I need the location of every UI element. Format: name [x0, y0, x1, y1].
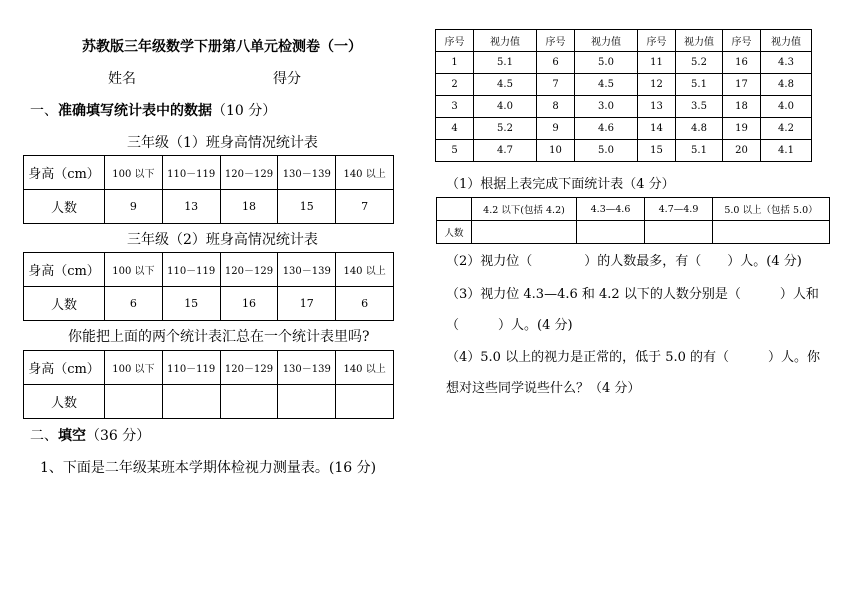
answer-cell[interactable]	[713, 221, 830, 244]
combined-height-table	[23, 350, 394, 419]
index-cell: 1	[436, 52, 474, 74]
index-cell: 10	[537, 140, 575, 162]
answer-cell[interactable]	[162, 385, 220, 419]
value-cell: 4.8	[676, 118, 723, 140]
value-cell: 4.0	[474, 96, 537, 118]
section1-title: 准确填写统计表中的数据	[58, 103, 212, 119]
header-cell	[437, 198, 472, 221]
table-header-row	[24, 351, 394, 385]
index-cell: 3	[436, 96, 474, 118]
sub-question-4-line1: （4）5.0 以上的视力是正常的，低于 5.0 的有（ ）人。你	[446, 350, 821, 365]
header-cell: 4.7—4.9	[645, 198, 713, 221]
sub-question-1: （1）根据上表完成下面统计表（4 分）	[446, 177, 675, 192]
index-cell: 8	[537, 96, 575, 118]
sub-question-3-line1: （3）视力位 4.3—4.6 和 4.2 以下的人数分别是（ ）人和	[446, 287, 819, 302]
value-cell: 9	[105, 190, 163, 224]
index-cell: 15	[638, 140, 676, 162]
header-cell: 100 以下	[105, 156, 163, 190]
header-cell: 序号	[537, 30, 575, 52]
name-label: 姓名	[108, 71, 136, 87]
header-cell: 4.2 以下(包括 4.2)	[472, 198, 577, 221]
header-cell: 140 以上	[336, 253, 394, 287]
value-cell: 4.5	[575, 74, 638, 96]
answer-cell[interactable]	[220, 385, 278, 419]
vision-count-table	[436, 197, 830, 244]
header-cell: 视力值	[676, 30, 723, 52]
value-cell: 13	[162, 190, 220, 224]
table1-caption: 三年级（1）班身高情况统计表	[127, 135, 318, 151]
header-cell: 视力值	[575, 30, 638, 52]
index-cell: 6	[537, 52, 575, 74]
header-cell: 视力值	[474, 30, 537, 52]
table-row	[24, 385, 394, 419]
value-cell: 16	[220, 287, 278, 321]
header-cell: 100 以下	[105, 351, 163, 385]
value-cell: 17	[278, 287, 336, 321]
header-cell: 身高（cm）	[24, 253, 105, 287]
header-cell: 120－129	[220, 253, 278, 287]
index-cell: 9	[537, 118, 575, 140]
value-cell: 5.2	[474, 118, 537, 140]
answer-cell[interactable]	[577, 221, 645, 244]
value-cell: 4.0	[761, 96, 812, 118]
table-header-row	[437, 198, 830, 221]
value-cell: 4.2	[761, 118, 812, 140]
value-cell: 4.7	[474, 140, 537, 162]
value-cell: 15	[162, 287, 220, 321]
section2-prefix: 二、	[30, 428, 58, 444]
section2-points: （36 分）	[86, 428, 151, 444]
header-cell: 130－139	[278, 156, 336, 190]
header-cell: 120－129	[220, 351, 278, 385]
row-label: 人数	[24, 385, 105, 419]
answer-cell[interactable]	[645, 221, 713, 244]
table-row	[436, 118, 812, 140]
value-cell: 3.0	[575, 96, 638, 118]
header-cell: 序号	[436, 30, 474, 52]
section2-heading	[30, 425, 150, 445]
value-cell: 4.3	[761, 52, 812, 74]
table-row	[437, 221, 830, 244]
page-title: 苏教版三年级数学下册第八单元检测卷（一）	[82, 39, 362, 55]
header-cell: 130－139	[278, 351, 336, 385]
sub-question-3-line2: （ ）人。(4 分)	[446, 318, 573, 333]
answer-cell[interactable]	[336, 385, 394, 419]
header-cell: 120－129	[220, 156, 278, 190]
table-header-row	[24, 156, 394, 190]
value-cell: 5.1	[676, 140, 723, 162]
index-cell: 5	[436, 140, 474, 162]
section1-heading	[30, 100, 276, 120]
sub-question-4-line2: 想对这些同学说些什么？（4 分）	[446, 381, 641, 396]
header-cell: 身高（cm）	[24, 156, 105, 190]
index-cell: 20	[723, 140, 761, 162]
table-row	[436, 96, 812, 118]
value-cell: 5.0	[575, 140, 638, 162]
index-cell: 4	[436, 118, 474, 140]
header-cell: 4.3—4.6	[577, 198, 645, 221]
header-cell: 100 以下	[105, 253, 163, 287]
height-table-class1	[23, 155, 394, 224]
index-cell: 18	[723, 96, 761, 118]
value-cell: 6	[336, 287, 394, 321]
value-cell: 4.1	[761, 140, 812, 162]
height-table-class2	[23, 252, 394, 321]
section1-prefix: 一、	[30, 103, 58, 119]
index-cell: 14	[638, 118, 676, 140]
sub-question-2: （2）视力位（ ）的人数最多，有（ ）人。(4 分)	[446, 254, 802, 269]
table2-caption: 三年级（2）班身高情况统计表	[127, 232, 318, 248]
header-cell: 身高（cm）	[24, 351, 105, 385]
value-cell: 4.8	[761, 74, 812, 96]
header-cell: 序号	[723, 30, 761, 52]
answer-cell[interactable]	[278, 385, 336, 419]
answer-cell[interactable]	[105, 385, 163, 419]
table-row	[436, 140, 812, 162]
index-cell: 2	[436, 74, 474, 96]
value-cell: 4.5	[474, 74, 537, 96]
score-label: 得分	[273, 71, 301, 87]
table-row	[436, 74, 812, 96]
value-cell: 3.5	[676, 96, 723, 118]
index-cell: 17	[723, 74, 761, 96]
value-cell: 5.1	[474, 52, 537, 74]
index-cell: 16	[723, 52, 761, 74]
value-cell: 5.0	[575, 52, 638, 74]
value-cell: 5.1	[676, 74, 723, 96]
merge-question: 你能把上面的两个统计表汇总在一个统计表里吗?	[68, 329, 370, 345]
value-cell: 6	[105, 287, 163, 321]
table-row	[24, 287, 394, 321]
table-header-row	[24, 253, 394, 287]
header-cell: 130－139	[278, 253, 336, 287]
table-row	[24, 190, 394, 224]
header-cell: 110－119	[162, 156, 220, 190]
header-cell: 序号	[638, 30, 676, 52]
header-cell: 110－119	[162, 351, 220, 385]
header-cell: 5.0 以上（包括 5.0）	[713, 198, 830, 221]
section1-points: （10 分）	[212, 103, 277, 119]
value-cell: 4.6	[575, 118, 638, 140]
row-label: 人数	[437, 221, 472, 244]
vision-table	[435, 29, 812, 162]
row-label: 人数	[24, 287, 105, 321]
value-cell: 7	[336, 190, 394, 224]
row-label: 人数	[24, 190, 105, 224]
answer-cell[interactable]	[472, 221, 577, 244]
value-cell: 5.2	[676, 52, 723, 74]
section2-title: 填空	[58, 428, 86, 444]
index-cell: 12	[638, 74, 676, 96]
table-header-row	[436, 30, 812, 52]
value-cell: 15	[278, 190, 336, 224]
header-cell: 视力值	[761, 30, 812, 52]
index-cell: 7	[537, 74, 575, 96]
table-row	[436, 52, 812, 74]
question-1: 1、下面是二年级某班本学期体检视力测量表。(16 分)	[40, 460, 377, 476]
header-cell: 140 以上	[336, 351, 394, 385]
header-cell: 140 以上	[336, 156, 394, 190]
index-cell: 13	[638, 96, 676, 118]
value-cell: 18	[220, 190, 278, 224]
header-cell: 110－119	[162, 253, 220, 287]
index-cell: 19	[723, 118, 761, 140]
index-cell: 11	[638, 52, 676, 74]
